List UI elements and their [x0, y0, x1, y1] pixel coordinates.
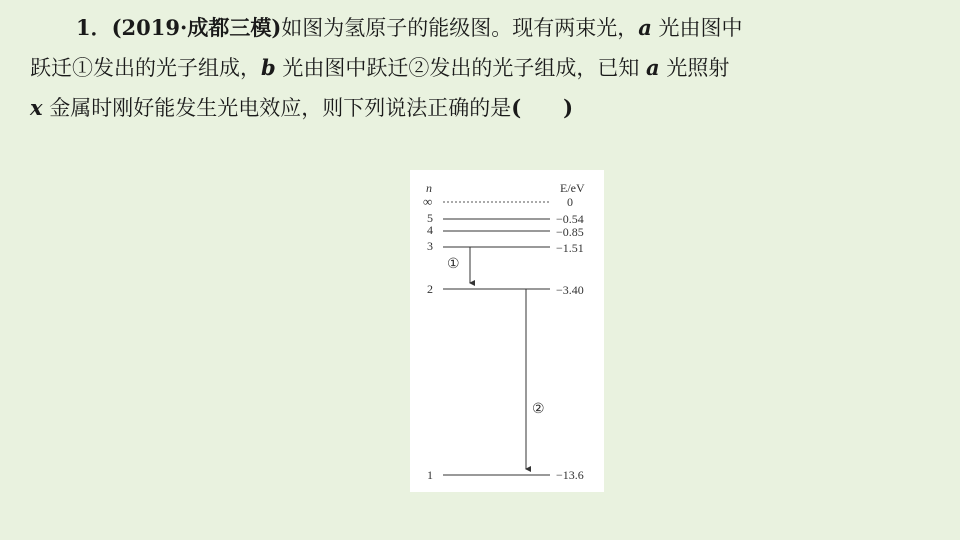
energy-level-diagram [410, 170, 604, 492]
question-text-1-tail: 光由图中 [651, 16, 743, 40]
level-n-4: 4 [427, 223, 433, 237]
n-axis-header: n [426, 181, 432, 195]
variable-b: b [261, 55, 276, 80]
question-text-2b: 光由图中跃迁②发出的光子组成，已知 [275, 56, 647, 80]
question-line-2 [30, 48, 935, 88]
question-line-1 [30, 8, 935, 48]
question-text-2c: 光照射 [659, 56, 730, 80]
question-text [30, 8, 935, 128]
level-n-5: 5 [427, 211, 433, 225]
question-source: (2019·成都三模) [111, 15, 282, 40]
variable-a: a [638, 15, 652, 40]
level-n-1: 1 [427, 468, 433, 482]
level-n-2: 2 [427, 282, 433, 296]
variable-x: x [30, 95, 43, 120]
level-n-inf: ∞ [423, 194, 433, 209]
question-text-1: 如图为氢原子的能级图。现有两束光， [281, 16, 639, 40]
level-energy-1: −13.6 [556, 468, 584, 482]
question-number: 1． [76, 15, 112, 40]
energy-level-svg [410, 170, 604, 492]
question-line-3 [30, 88, 935, 128]
variable-a-2: a [646, 55, 660, 80]
question-text-2a: 跃迁①发出的光子组成， [30, 56, 261, 80]
question-text-3: 金属时刚好能发生光电效应，则下列说法正确的是 [42, 96, 512, 120]
level-energy-4: −0.85 [556, 225, 584, 239]
answer-blank: ( ) [511, 95, 574, 120]
level-energy-inf: 0 [567, 195, 573, 209]
transition-2-label: ② [532, 402, 545, 417]
level-n-3: 3 [427, 239, 433, 253]
transition-1-label: ① [447, 257, 460, 272]
energy-axis-header: E/eV [560, 181, 585, 195]
level-energy-5: −0.54 [556, 212, 584, 226]
level-energy-2: −3.40 [556, 283, 584, 297]
level-energy-3: −1.51 [556, 241, 584, 255]
